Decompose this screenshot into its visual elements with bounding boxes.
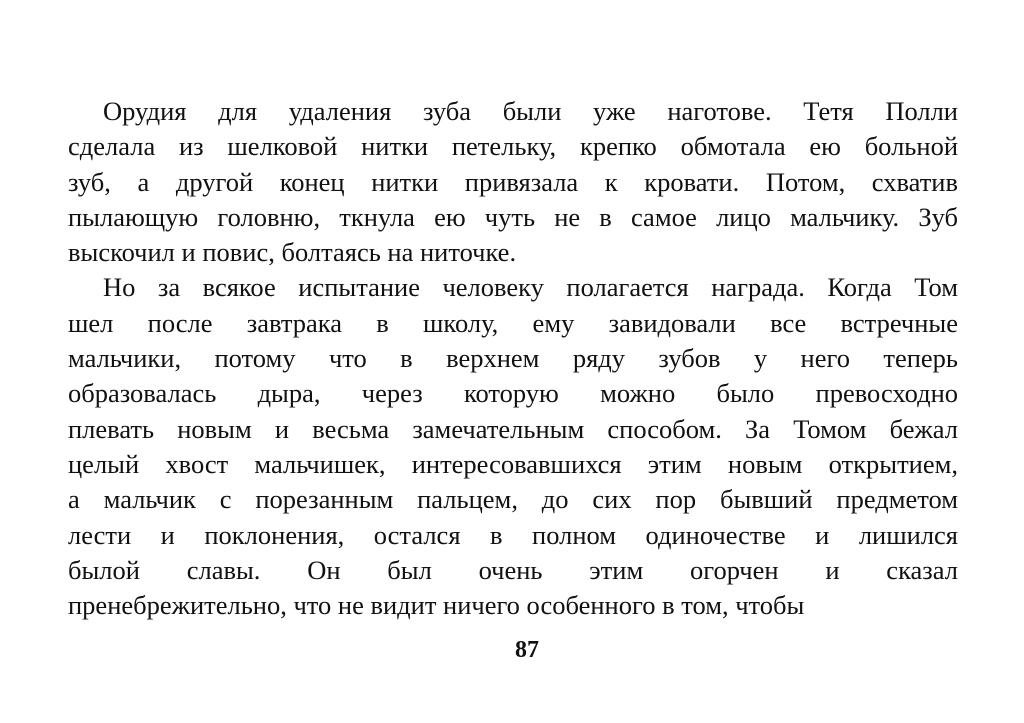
text-line: Орудия для удаления зуба были уже наготове. Тетя Полли: [103, 96, 958, 126]
paragraph-2: [68, 270, 958, 623]
text-line: шел после завтрака в школу, ему завидовали все встречные: [68, 307, 958, 338]
text-line: а мальчик с порезанным пальцем, до сих пор бывший предметом: [68, 484, 958, 515]
text-line: зуб, а другой конец нитки привязала к кровати. Потом, схватив: [68, 166, 958, 197]
page-number: 87: [515, 637, 539, 663]
text-line: целый хвост мальчишек, интересовавшихся этим новым открытием,: [68, 448, 958, 479]
text-line: пылающую головню, ткнула ею чуть не в самое лицо мальчику. Зуб: [68, 201, 958, 232]
text-line: плевать новым и весьма замечательным способом. За Томом бежал: [68, 413, 958, 444]
text-line: Но за всякое испытание человеку полагается награда. Когда Том: [103, 272, 958, 303]
text-line: пренебрежительно, что не видит ничего особенного в том, чтобы: [68, 590, 805, 621]
text-line: образовалась дыра, через которую можно было превосходно: [68, 378, 958, 409]
page-body-text: [68, 94, 958, 623]
text-line: лести и поклонения, остался в полном одиночестве и лишился: [68, 519, 958, 550]
text-line: былой славы. Он был очень этим огорчен и сказал: [68, 554, 958, 585]
paragraph-1: [68, 94, 958, 270]
text-line: выскочил и повис, болтаясь на ниточке.: [68, 237, 517, 268]
text-line: сделала из шелковой нитки петельку, крепко обмотала ею больной: [68, 131, 958, 162]
text-line: мальчики, потому что в верхнем ряду зубов у него теперь: [68, 343, 958, 374]
